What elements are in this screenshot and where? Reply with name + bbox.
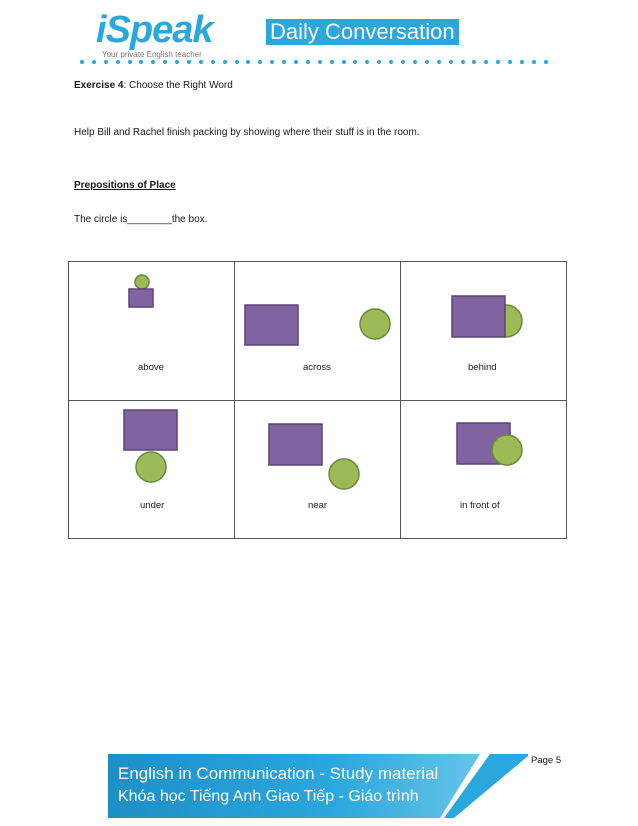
caption-in-front-of: in front of: [460, 500, 500, 511]
box-shape: [245, 305, 298, 345]
table-cell-behind: [401, 262, 566, 401]
divider-dot: [294, 60, 298, 64]
box-shape: [124, 410, 177, 450]
banner-line-1: English in Communication - Study material: [118, 764, 439, 783]
circle-shape: [492, 435, 522, 465]
divider-dot: [139, 60, 143, 64]
table-cell-across: [235, 262, 401, 401]
footer-banner: [108, 752, 528, 818]
divider-dot: [235, 60, 239, 64]
prepositions-table: [68, 261, 567, 539]
logo: [96, 8, 216, 60]
divider-dot: [377, 60, 381, 64]
table-cell-near: [235, 401, 401, 538]
caption-under: under: [140, 500, 165, 511]
caption-near: near: [308, 500, 328, 511]
box-shape: [269, 424, 322, 465]
divider-dot: [425, 60, 429, 64]
circle-shape: [135, 275, 149, 289]
divider-dot: [116, 60, 120, 64]
table-cell-above: [69, 262, 235, 401]
in-front-of-illustration: [401, 401, 566, 538]
above-illustration: [69, 262, 235, 401]
divider-dot: [496, 60, 500, 64]
behind-illustration: [401, 262, 566, 401]
divider-dot: [258, 60, 262, 64]
divider-dot: [163, 60, 167, 64]
divider-dot: [532, 60, 536, 64]
divider-dot: [270, 60, 274, 64]
exercise-heading: [74, 79, 233, 93]
divider-dot: [520, 60, 524, 64]
divider-dot: [508, 60, 512, 64]
divider-dot: [365, 60, 369, 64]
divider-dot: [342, 60, 346, 64]
page-number: Page 5: [531, 755, 562, 766]
divider-dot: [104, 60, 108, 64]
under-illustration: [69, 401, 235, 538]
caption-above: above: [138, 362, 164, 373]
divider-dot: [175, 60, 179, 64]
divider-dot: [318, 60, 322, 64]
prompt-sentence: The circle is________the box.: [74, 214, 208, 225]
divider-dot: [223, 60, 227, 64]
divider-dot: [353, 60, 357, 64]
circle-shape: [136, 452, 166, 482]
divider-dot: [128, 60, 132, 64]
box-shape: [452, 296, 505, 337]
divider-dot: [187, 60, 191, 64]
circle-shape: [360, 309, 390, 339]
caption-behind: behind: [468, 362, 497, 373]
dotted-divider: [80, 60, 548, 68]
table-cell-under: [69, 401, 235, 538]
table-cell-in-front-of: [401, 401, 566, 538]
logo-wordmark: iSpeak: [96, 9, 213, 51]
header-title: Daily Conversation: [266, 19, 459, 45]
divider-dot: [211, 60, 215, 64]
logo-tagline: Your private English teacher: [102, 50, 202, 59]
divider-dot: [389, 60, 393, 64]
divider-dot: [306, 60, 310, 64]
divider-dot: [461, 60, 465, 64]
exercise-label: Exercise 4: [74, 80, 124, 91]
banner-line-2: Khóa học Tiếng Anh Giao Tiếp - Giáo trình: [118, 788, 419, 805]
near-illustration: [235, 401, 401, 538]
instructions: Help Bill and Rachel finish packing by showing where their stuff is in the room.: [74, 127, 420, 138]
divider-dot: [484, 60, 488, 64]
divider-dot: [449, 60, 453, 64]
caption-across: across: [303, 362, 331, 373]
divider-dot: [80, 60, 84, 64]
divider-dot: [92, 60, 96, 64]
divider-dot: [199, 60, 203, 64]
exercise-title: : Choose the Right Word: [123, 80, 233, 91]
divider-dot: [401, 60, 405, 64]
across-illustration: [235, 262, 401, 401]
divider-dot: [282, 60, 286, 64]
box-shape: [129, 289, 153, 307]
divider-dot: [544, 60, 548, 64]
circle-shape: [329, 459, 359, 489]
divider-dot: [330, 60, 334, 64]
section-heading: Prepositions of Place: [74, 180, 176, 191]
divider-dot: [151, 60, 155, 64]
divider-dot: [437, 60, 441, 64]
divider-dot: [413, 60, 417, 64]
divider-dot: [246, 60, 250, 64]
divider-dot: [472, 60, 476, 64]
